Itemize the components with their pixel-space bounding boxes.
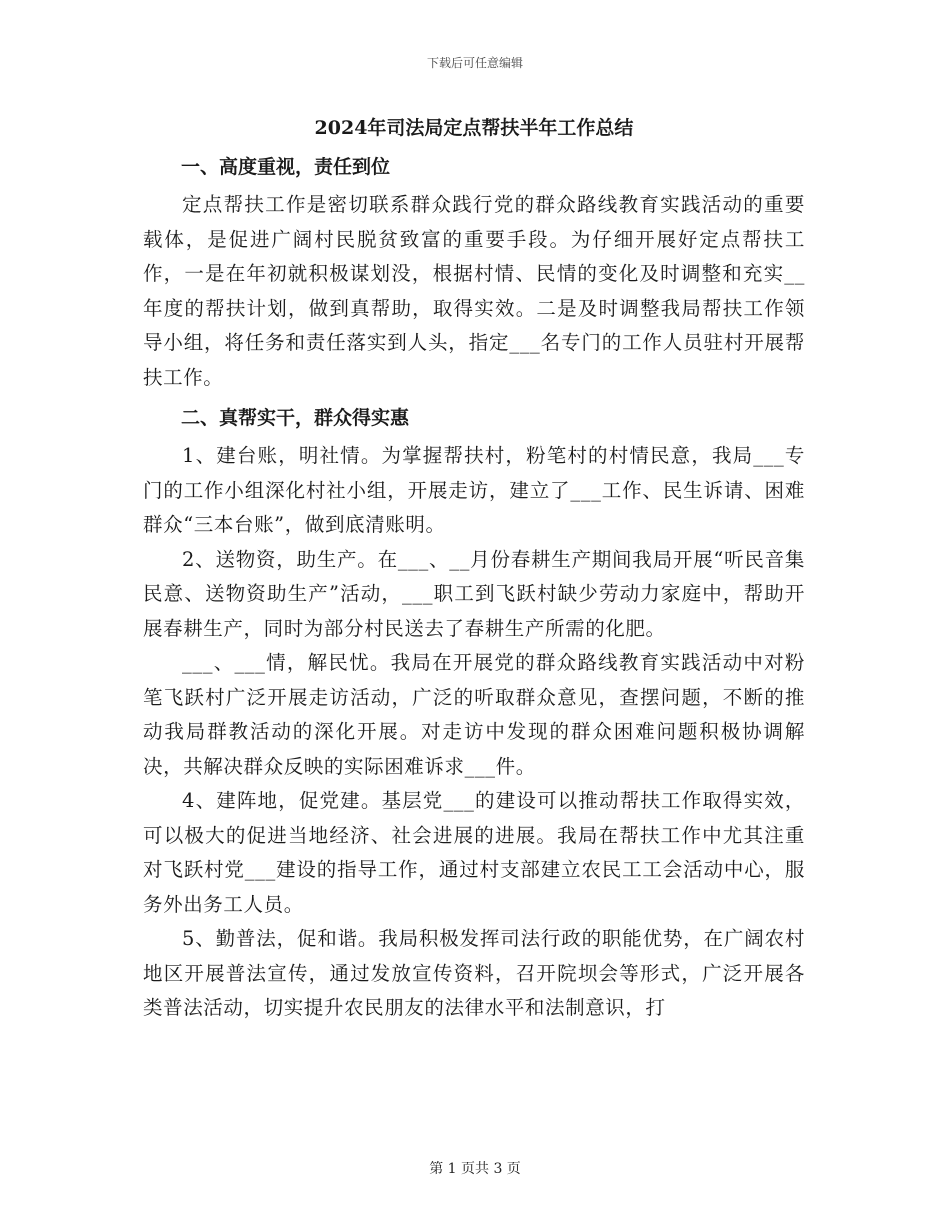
page-header-note: 下载后可任意编辑 xyxy=(426,56,523,70)
document-title: 2024年司法局定点帮扶半年工作总结 xyxy=(314,117,634,139)
section-heading-2: 二、真帮实干，群众得实惠 xyxy=(181,407,410,429)
paragraph: 定点帮扶工作是密切联系群众践行党的群众路线教育实践活动的重要载体，是促进广阔村民脱贫致富的重要手段。为仔细开展好定点帮扶工作，一是在年初就积极谋划没，根据村情、民情的变化及时调整和充实__年度的帮扶计划，做到真帮助，取得实效。二是及时调整我局帮扶工作领导小组，将任务和责任落实到人头，指定___名专门的工作人员驻村开展帮扶工作。 xyxy=(143,193,805,389)
page-footer: 第 1 页共 3 页 xyxy=(429,1161,521,1177)
section-heading-1: 一、高度重视，责任到位 xyxy=(181,156,391,178)
paragraph: 2、送物资，助生产。在___、__月份春耕生产期间我局开展“听民音集民意、送物资助生产”活动，___职工到飞跃村缺少劳动力家庭中，帮助开展春耕生产，同时为部分村民送去了春耕生产所需的化肥。 xyxy=(143,547,805,640)
paragraph: 1、建台账，明社情。为掌握帮扶村，粉笔村的村情民意，我局___专门的工作小组深化村社小组，开展走访，建立了___工作、民生诉请、困难群众“三本台账”，做到底清账明。 xyxy=(143,444,805,536)
paragraph: ___、___情，解民忧。我局在开展党的群众路线教育实践活动中对粉笔飞跃村广泛开展走访活动，广泛的听取群众意见，查摆问题，不断的推动我局群教活动的深化开展。对走访中发现的群众困难问题积极协调解决，共解决群众反映的实际困难诉求___件。 xyxy=(143,651,805,778)
paragraph: 4、建阵地，促党建。基层党___的建设可以推动帮扶工作取得实效，可以极大的促进当地经济、社会进展的进展。我局在帮扶工作中尤其注重对飞跃村党___建设的指导工作，通过村支部建立农民工工会活动中心，服务外出务工人员。 xyxy=(143,789,805,916)
paragraph: 5、勤普法，促和谐。我局积极发挥司法行政的职能优势，在广阔农村地区开展普法宣传，通过发放宣传资料，召开院坝会等形式，广泛开展各类普法活动，切实提升农民朋友的法律水平和法制意识，打 xyxy=(143,927,805,1019)
document-body xyxy=(143,112,805,1026)
